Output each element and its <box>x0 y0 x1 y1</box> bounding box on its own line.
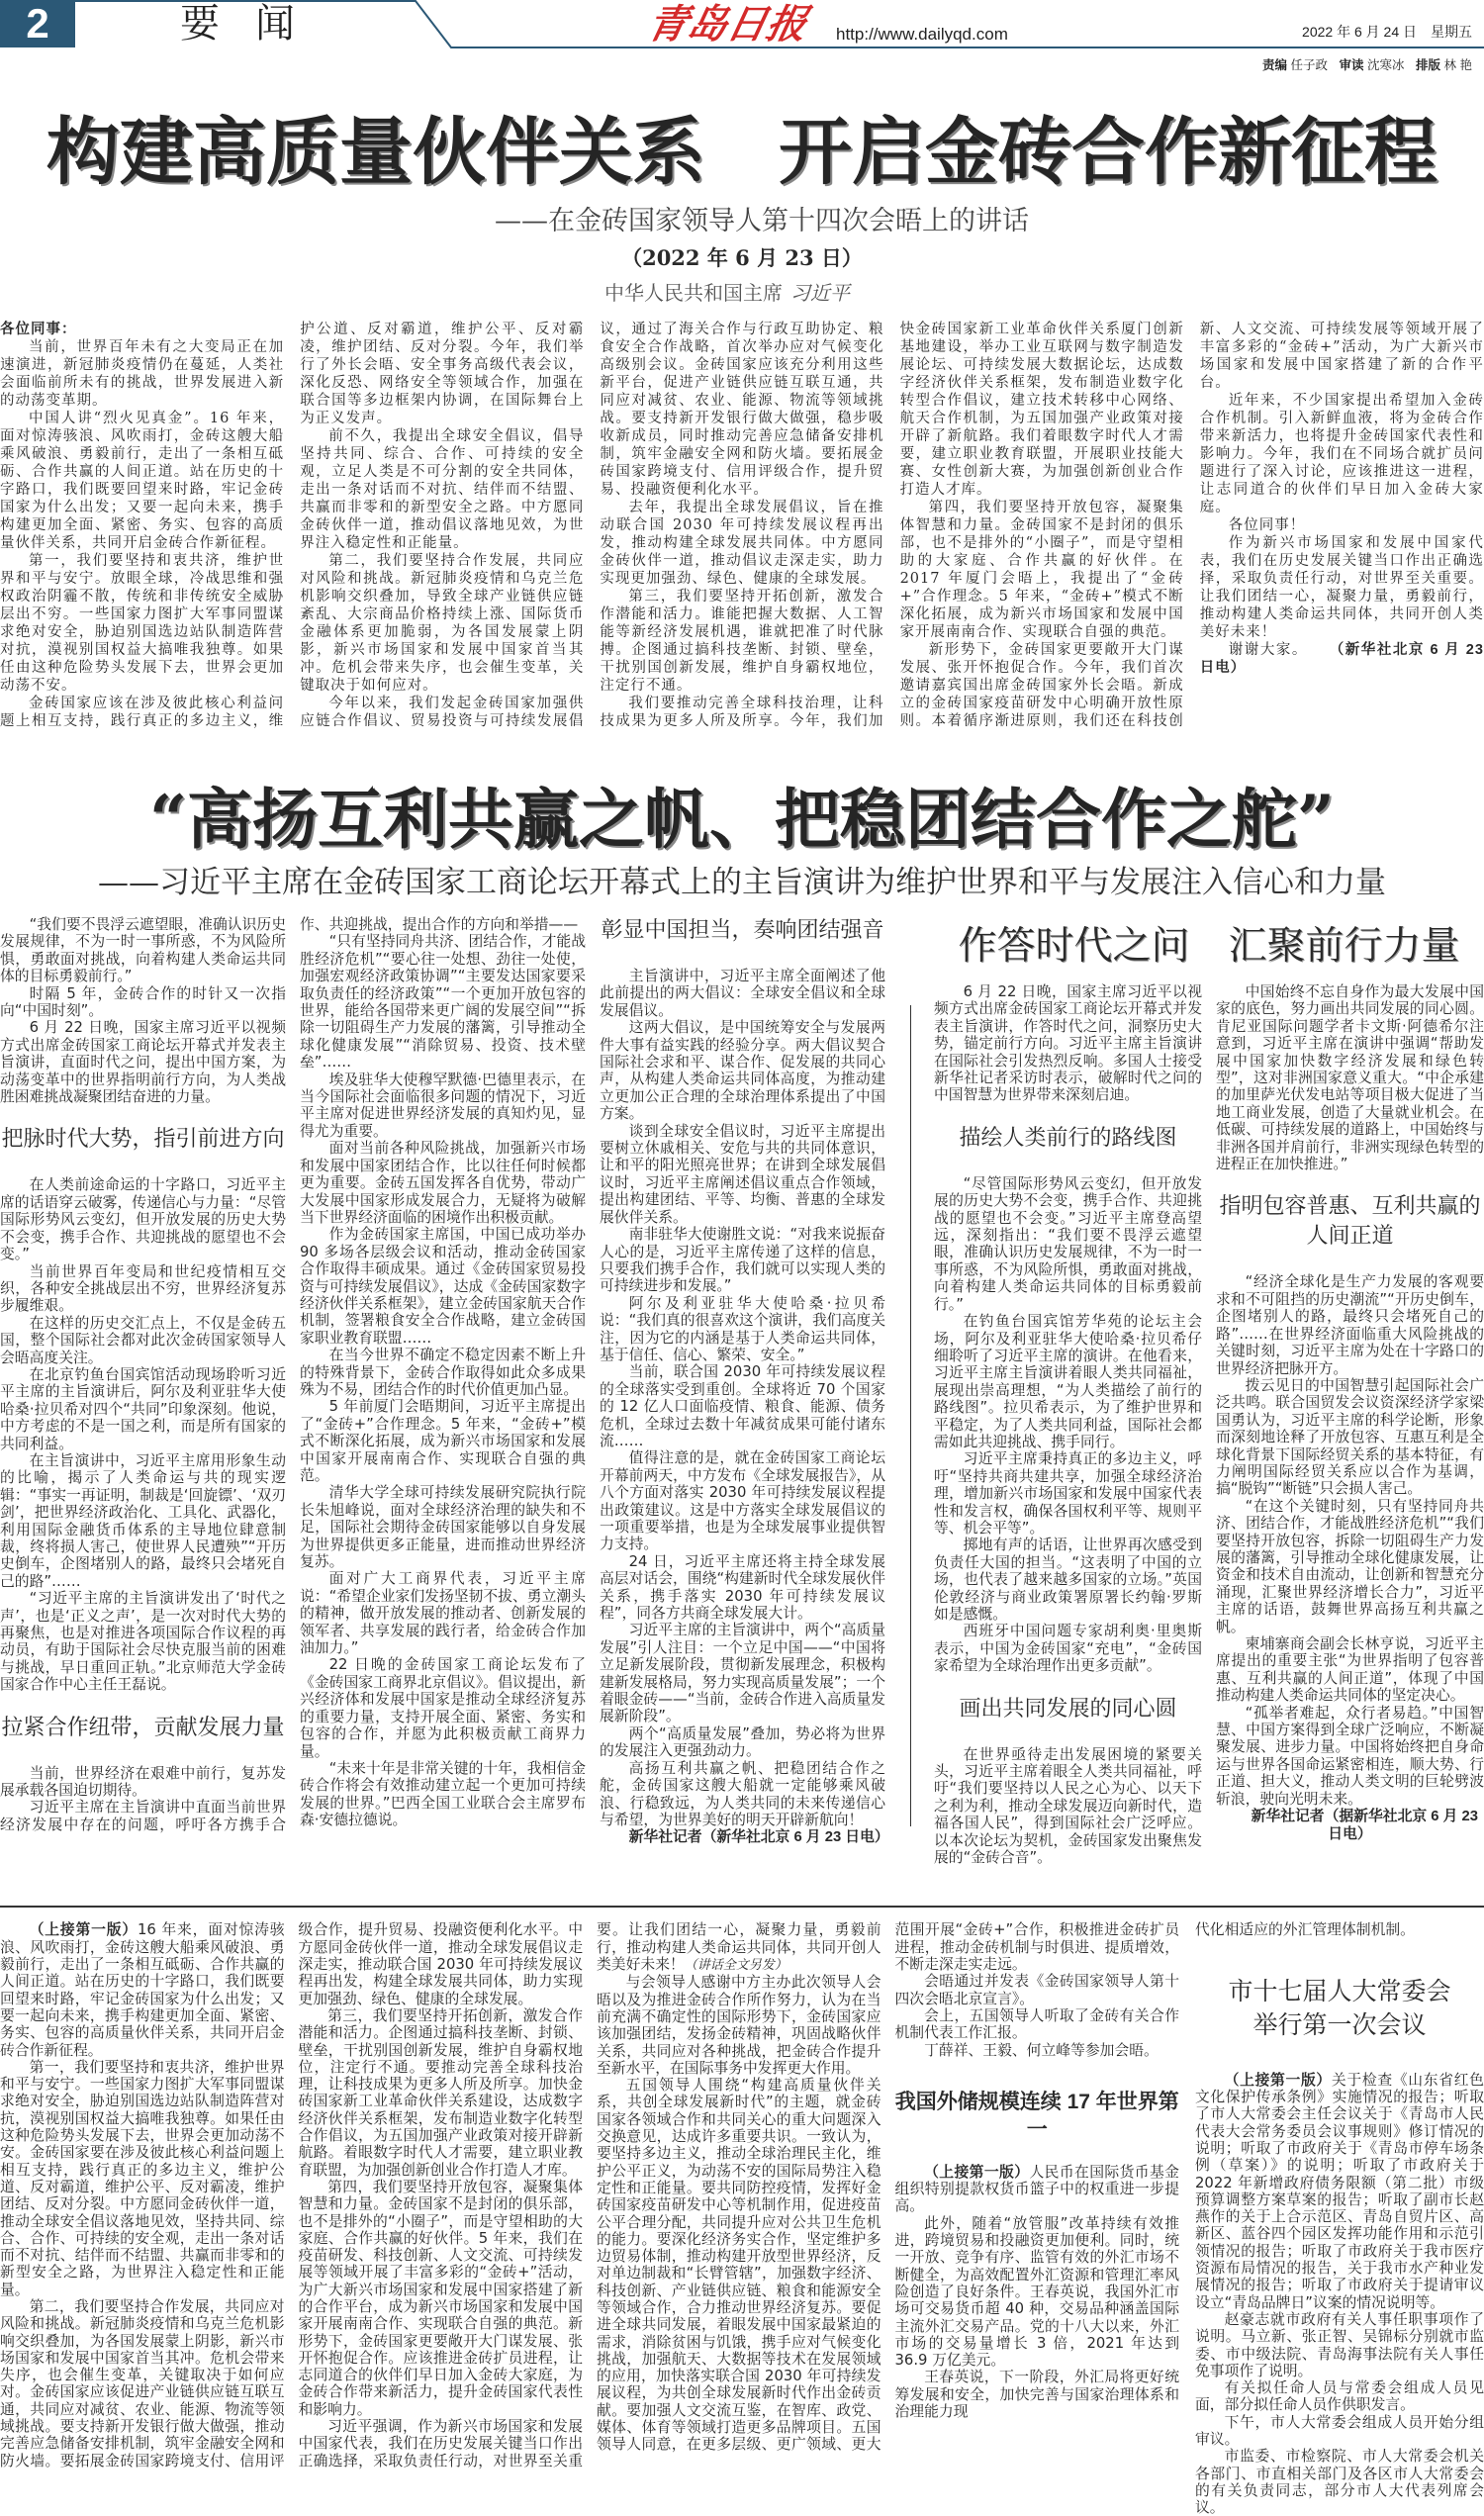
subheading: 市十七届人大常委会 举行第一次会议 <box>1228 1976 1451 2039</box>
paragraph: 掷地有声的话语，让世界再次感受到负责任大国的担当。“这表明了中国的立场，也代表了越来越多国家的立场。”英国伦敦经济与商业政策署原署长约翰·罗斯如是感慨。 <box>934 1537 1202 1623</box>
continued-marker: （上接第一版） <box>924 2163 1030 2181</box>
paragraph: 在钓鱼台国宾馆芳华苑的论坛主会场，阿尔及利亚驻华大使哈桑·拉贝希仔细聆听了习近平主席的演讲。在他看来，习近平主席主旨演讲着眼人类共同福祉，展现出崇高理想，“为人类描绘了前行的路线图”。拉贝希表示，为了维护世界和平稳定，为了人类共同利益，国际社会都需如此共迎挑战、携手同行。 <box>934 1313 1202 1450</box>
salutation-text: 各位同事： <box>0 322 77 337</box>
dateline-credit: （新华社北京 6 月 23 日电） <box>1199 642 1484 676</box>
section-name: 要闻 <box>180 1 330 47</box>
paragraph: 第一，我们要坚持和衷共济，维护世界和平与安宁。一些国家力图扩大军事同盟谋求绝对安全，胁迫别国选边站队制造阵营对抗，漠视别国权益大搞唯我独尊。如果任由这种危险势头发展下去，世界会更加动荡不安。金砖国家要在涉及彼此核心利益问题上相互支持，践行真正的多边主义，维护公道、反对霸道，维护公平、反对霸凌，维护团结、反对分裂。中方愿同金砖伙伴一道，推动全球安全倡议落地见效，坚持共同、综合、合作、可持续的安全观，走出一条对话而不对抗、结伴而不结盟、共赢而非零和的新型安全之路，为世界注入稳定性和正能量。 <box>0 2058 285 2298</box>
paragraph <box>600 1828 889 1846</box>
paragraph: 第一，我们要坚持和衷共济，维护世界和平与安宁。放眼全球，冷战思维和强权政治阴霾不散，传统和非传统安全威胁层出不穷。一些国家力图扩大军事同盟谋求绝对安全，胁迫别国选边站队制造阵营对抗，漠视别国权益大搞唯我独尊。如果任由这种危险势头发展下去，世界会更加动荡不安。 <box>0 553 285 694</box>
subheading: 指明包容普惠、互利共赢的人间正道 <box>1219 1194 1481 1250</box>
column-divider <box>910 1005 911 1826</box>
dateline-credit: 新华社记者（据新华社北京 6 月 23 日电） <box>1251 1809 1478 1843</box>
continued-marker: （上接第一版） <box>29 1921 138 1939</box>
paragraph: 去年，我提出全球发展倡议，旨在推动联合国 2030 年可持续发展议程再出发，推动构建全球发展共同体。中方愿同金砖伙伴一道，推动倡议走深走实，助力实现更加强劲、绿色、健康的全球发展。 <box>600 500 884 587</box>
dateline-credit: 新华社记者（新华社北京 6 月 23 日电） <box>628 1829 889 1846</box>
editor-role: 责编 <box>1262 58 1288 72</box>
paragraph: 作为金砖国家主席国，中国已成功举办 90 多场各层级会议和活动，推动金砖国家合作取得丰硕成果。通过《金砖国家贸易投资与可持续发展倡议》，达成《金砖国家数字经济伙伴关系框架》，建立金砖国家航天合作机制，签署粮食安全合作战略，建立金砖国家职业教育联盟…… <box>300 1226 586 1347</box>
paragraph: 阿尔及利亚驻华大使哈桑·拉贝希说：“我们真的很喜欢这个演讲，我们高度关注，因为它的内涵是基于人类命运共同体，基于信任、信心、繁荣、安全。” <box>600 1294 885 1363</box>
author-title: 中华人民共和国主席 <box>604 281 783 305</box>
paragraph: 第三，我们要坚持开拓创新，激发合作潜能和活力。谁能把握大数据、人工智能等新经济发展机遇，谁就把准了时代脉搏。企图通过搞科技垄断、封锁、壁垒，干扰别国创新发展，维护自身霸权地位，注定行不通。 <box>600 589 884 694</box>
masthead <box>0 0 1484 79</box>
paragraph: 金砖国家应该在涉及彼此核心利益问题上相互支持，践行真正的多边主义，维护公道、反对霸道，维护公平、反对霸凌，维护团结、反对分裂。今年，我们举行了外长会晤、安全事务高级代表会议，深化反恐、网络安全等领域合作，加强在联合国等多边框架内协调，在国际舞台上为正义发声。 <box>0 322 585 729</box>
paragraph: 第三，我们要坚持开拓创新，激发合作潜能和活力。企图通过搞科技垄断、封锁、壁垒，干扰别国创新发展，维护自身霸权地位，注定行不通。要推动完善全球科技治理，让科技成果为更多人所及所享。加快金砖国家新工业革命伙伴关系建设，达成数字经济伙伴关系框架，发布制造业数字化转型合作倡议，为五国加强产业政策对接开辟新航路。着眼数字时代人才需要，建立职业教育联盟，为加强创新创业合作打造人才库。 <box>298 2006 583 2179</box>
paragraph: 王春英说，下一阶段，外汇局将更好统筹发展和安全，加快完善与国家治理体系和治理能力现 <box>894 2369 1179 2420</box>
paragraph: 柬埔寨商会副会长林亨说，习近平主席提出的重要主张“为世界指明了包容普惠、互利共赢的人间正道”，体现了中国推动构建人类命运共同体的坚定决心。 <box>1216 1635 1484 1705</box>
paragraph: “孤举者难起，众行者易趋。”中国智慧、中国方案得到全球广泛响应，不断凝聚发展、进步力量。中国将始终把自身命运与世界各国命运紧密相连，顺大势、行正道、担大义，推动人类文明的巨轮劈波斩浪，驶向光明未来。 <box>1216 1704 1484 1808</box>
paragraph <box>1216 1808 1484 1844</box>
paragraph: “未来十年是非常关键的十年，我相信金砖合作将会有效推动建立起一个更加可持续发展的世界。”巴西全国工业联合会主席罗布森·安德拉德说。 <box>300 1759 586 1829</box>
paragraph: 五国领导人围绕“构建高质量伙伴关系，共创全球发展新时代”的主题，就金砖国家各领域合作和共同关心的重大问题深入交换意见，达成许多重要共识。一致认为，要坚持多边主义，推动全球治理民主化，维护公平正义，为动荡不安的国际局势注入稳定性和正能量。要共同防控疫情，发挥好金砖国家疫苗研发中心等机制作用，促进疫苗公平合理分配，共同提升应对公共卫生危机的能力。要深化经济务实合作，坚定维护多边贸易体制，推动构建开放型世界经济，反对单边制裁和“长臂管辖”，加强数字经济、科技创新、产业链供应链、粮食和能源安全等领域合作，合力推动世界经济复苏。要促进全球共同发展，着眼发展中国家最紧迫的需求，消除贫困与饥饿，携手应对气候变化挑战，加强航天、大数据等技术在发展领域的应用，加快落实联合国 2030 年可持续发展议程，为共创全球发展新时代作出金砖贡献。要加强人文交流互鉴，在智库、政党、媒体、体育等领域打造更多品牌项目。五国领导人同意，在更多层级、更广领域、更大范围开展“金砖+”合作，积极推进金砖扩员进程，推动金砖机制与时俱进、提质增效，不断走深走实走远。 <box>597 1921 1179 2454</box>
paragraph: 在人类前途命运的十字路口，习近平主席的话语穿云破雾，传递信心与力量：“尽管国际形势风云变幻，但开放发展的历史大势不会变，携手合作、共迎挑战的愿望也不会变。” <box>0 1176 286 1263</box>
paragraph: 6 月 22 日晚，国家主席习近平以视频方式出席金砖国家工商论坛开幕式并发表主旨演讲，作答时代之问，洞察历史大势，锚定前行方向。习近平主席主旨演讲在国际社会引发热烈反响。多国人士接受新华社记者采访时表示，破解时代之问的中国智慧为世界带来深刻启迪。 <box>934 983 1202 1104</box>
paragraph: 习近平主席的主旨演讲中，两个“高质量发展”引人注目：一个立足中国——“中国将立足新发展阶段，贯彻新发展理念，积极构建新发展格局，努力实现高质量发展”；一个着眼金砖——“当前，金砖合作进入高质量发展新阶段”。 <box>600 1622 885 1725</box>
second-headline: “高扬互利共赢之帆、把稳团结合作之舵” <box>149 781 1335 858</box>
paragraph: 第二，我们要坚持合作发展，共同应对风险和挑战。新冠肺炎疫情和乌克兰危机影响交织叠加，导致全球产业链供应链紊乱、大宗商品价格持续上涨、国际货币金融体系更加脆弱，为各国发展蒙上阴影，新兴市场国家和发展中国家首当其冲。危机会带来失序，也会催生变革，关键取决于如何应对。 <box>300 553 585 694</box>
paragraph: 高扬互利共赢之帆、把稳团结合作之舵，金砖国家这艘大船就一定能够乘风破浪、行稳致远，为人类共同的未来传递信心与希望，为世界美好的明天开辟新航向！ <box>600 1759 885 1828</box>
paragraph: 主旨演讲中，习近平主席全面阐述了他此前提出的两大倡议：全球安全倡议和全球发展倡议。 <box>600 968 885 1019</box>
paragraph <box>0 321 284 338</box>
text-text: 谢谢大家。 <box>1228 642 1308 658</box>
paragraph: 南非驻华大使谢胜文说：“对我来说振奋人心的是，习近平主席传递了这样的信息，只要我们携手合作，我们就可以实现人类的可持续进步和发展。” <box>600 1226 885 1295</box>
text-text: 人民币在国际货币基金组织特别提款权货币篮子中的权重进一步提高。 <box>894 2163 1179 2215</box>
newspaper-logo: 青岛日报 <box>643 1 812 47</box>
paragraph: 在主旨演讲中，习近平主席用形象生动的比喻，揭示了人类命运与共的现实逻辑：“事实一再证明，制裁是‘回旋镖’、‘双刃剑’，把世界经济政治化、工具化、武器化，利用国际金融货币体系的主导地位肆意制裁，终将损人害己，使世界人民遭殃”“开历史倒车，企图堵别人的路，最终只会堵死自己的路”…… <box>0 1451 286 1590</box>
lead-subtitle: ——在金砖国家领导人第十四次会晤上的讲话 <box>495 206 1029 236</box>
paragraph: 有关拟任命人员与常委会组成人员见面，部分拟任命人员作供职发言。 <box>1195 2379 1484 2414</box>
second-and-third-stories <box>0 916 1484 1866</box>
second-body <box>0 916 889 1866</box>
paragraph: 拨云见日的中国智慧引起国际社会广泛共鸣。联合国贸发会议资深经济学家梁国勇认为，习近平主席的科学论断，形象而深刻地诠释了开放包容、互惠互利是全球化背景下国际经贸关系的基本特征，有力阐明国际经贸关系应以合作为基调，搞“脱钩”“断链”只会损人害己。 <box>1216 1376 1484 1498</box>
author-name: 习近平 <box>790 281 850 305</box>
paragraph: 24 日，习近平主席还将主持全球发展高层对话会，围绕“构建新时代全球发展伙伴关系，携手落实 2030 年可持续发展议程”，同各方共商全球发展大计。 <box>600 1552 885 1623</box>
paragraph: 当前世界百年变局和世纪疫情相互交织，各种安全挑战层出不穷，世界经济复苏步履维艰。 <box>0 1262 286 1315</box>
paragraph: 两个“高质量发展”叠加，势必将为世界的发展注入更强劲动力。 <box>600 1724 885 1760</box>
paragraph: 面对当前各种风险挑战，加强新兴市场和发展中国家团结合作，比以往任何时候都更为重要。金砖五国发挥各自优势，带动广大发展中国家形成发展合力，无疑将为破解当下世界经济面临的困境作出积极贡献。 <box>300 1140 586 1226</box>
paragraph: 作为新兴市场国家和发展中国家代表，我们在历史发展关键当口作出正确选择，采取负责任行动，对世界至关重要。让我们团结一心，凝聚力量，勇毅前行，推动构建人类命运共同体，共同开创人类美好未来！ <box>1199 535 1484 640</box>
paragraph: 当前，世界经济在艰难中前行，复苏发展承载各国迫切期待。 <box>0 1764 286 1800</box>
paragraph: 这两大倡议，是中国统筹安全与发展两件大事有益实践的经验分享。两大倡议契合国际社会求和平、谋合作、促发展的共同心声，从构建人类命运共同体高度，为推动建立更加公正合理的全球治理体系提出了中国方案。 <box>600 1019 885 1123</box>
text-text: 习近平强调，作为新兴市场国家和发展中国家代表，我们在历史发展关键当口作出正确选择，采取负责任行动，对世界至关重要。让我们团结一心，凝聚力量，勇毅前行，推动构建人类命运共同体，共同开创人类美好未来！ <box>298 1921 881 2469</box>
paragraph: 各位同事！ <box>1228 517 1306 533</box>
paragraph <box>1200 641 1484 677</box>
section-divider <box>0 1906 1484 1908</box>
paragraph: 谈到全球安全倡议时，习近平主席提出要树立休戚相关、安危与共的共同体意识，让和平的阳光照亮世界；在讲到全球发展倡议时，习近平主席阐述倡议重点合作领域，提出构建团结、平等、均衡、普惠的全球发展伙伴关系。 <box>600 1122 885 1226</box>
paragraph: 下午，市人大常委会组成人员开始分组审议。 <box>1195 2413 1484 2448</box>
paragraph: 西班牙中国问题专家胡利奥·里奥斯表示，中国为金砖国家“充电”，“金砖国家希望为全球治理作出更多贡献”。 <box>934 1623 1202 1675</box>
continued-body <box>0 1921 1179 2516</box>
paragraph: 会晤通过并发表《金砖国家领导人第十四次会晤北京宣言》。 <box>894 1973 1179 2007</box>
subheading: 彰显中国担当，奏响团结强音 <box>601 918 884 943</box>
paragraph: 前不久，我提出全球安全倡议，倡导坚持共同、综合、合作、可持续的安全观，立足人类是不可分割的安全共同体，走出一条对话而不对抗、结伴而不结盟、共赢而非零和的新型安全之路。中方愿同金砖伙伴一道，推动倡议落地见效，为世界注入稳定性和正能量。 <box>300 428 585 551</box>
editor-role: 审读 <box>1339 58 1364 72</box>
lead-headline: 构建高质量伙伴关系 开启金砖合作新征程 <box>46 110 1438 195</box>
paragraph: 清华大学全球可持续发展研究院执行院长朱旭峰说，面对全球经济治理的缺失和不足，国际社会期待金砖国家能够以自身发展为世界提供更多正能量，进而推动世界经济复苏。 <box>300 1484 586 1571</box>
right-column-body <box>1195 1921 1484 2516</box>
third-body <box>934 983 1484 1866</box>
paragraph: 近年来，不少国家提出希望加入金砖合作机制。引入新鲜血液，将为金砖合作带来新活力，也将提升金砖国家代表性和影响力。今年，我们在不同场合就扩员问题进行了深入讨论，应该推进这一进程，让志同道合的伙伴们早日加入金砖大家庭。 <box>1199 393 1484 515</box>
paragraph: 丁薛祥、王毅、何立峰等参加会晤。 <box>924 2041 1159 2059</box>
bottom-stories <box>0 1921 1484 2516</box>
editor-name: 林 艳 <box>1443 58 1472 72</box>
paragraph: 埃及驻华大使穆罕默德·巴德里表示，在当今国际社会面临很多问题的情况下，习近平主席对促进世界经济发展的真知灼见，显得尤为重要。 <box>300 1071 586 1140</box>
editors-line <box>1254 55 1472 73</box>
page-number: 2 <box>0 0 75 47</box>
paragraph: “经济全球化是生产力发展的客观要求和不可阻挡的历史潮流”“开历史倒车，企图堵别人的路，最终只会堵死自己的路”……在世界经济面临重大风险挑战的关键时刻，习近平主席为处在十字路口的世界经济把脉开方。 <box>1216 1273 1484 1377</box>
subheading: 描绘人类前行的路线图 <box>959 1125 1177 1151</box>
paragraph: 面对广大工商界代表，习近平主席说：“希望企业家们发扬坚韧不拔、勇立潮头的精神，做开放发展的推动者、创新发展的领军者、共享发展的践行者，给金砖合作加油加力。” <box>300 1570 586 1657</box>
editor-name: 任子政 <box>1290 58 1329 72</box>
cont-text: 代化相适应的外汇管理体制机制。 <box>1195 1921 1415 1939</box>
paragraph: “只有坚持同舟共济、团结合作，才能战胜经济危机”“要心往一处想、劲往一处使，加强宏观经济政策协调”“主要发达国家要采取负责任的经济政策”“一个更加开放包容的世界，能给各国带来更广阔的发展空间”“拆除一切阻碍生产力发展的藩篱，引导推动全球化健康发展”“消除贸易、投资、技术壁垒”…… <box>300 933 586 1072</box>
subheading: 画出共同发展的同心圆 <box>959 1696 1177 1722</box>
third-story <box>934 916 1484 1866</box>
website-link[interactable]: http://www.dailyqd.com <box>836 25 1008 44</box>
paragraph: 新形势下，金砖国家更要敞开大门谋发展、张开怀抱促合作。今年，我们首次邀请嘉宾国出席金砖国家外长会晤。新成立的金砖国家疫苗研发中心明确开放性原则。本着循序渐进原则，我们还在科技创新、人文交流、可持续发展等领域开展了丰富多彩的“金砖+”活动，为广大新兴市场国家和发展中国家搭建了新的合作平台。 <box>899 322 1484 729</box>
paragraph: 在北京钓鱼台国宾馆活动现场聆听习近平主席的主旨演讲后，阿尔及利亚驻华大使哈桑·拉贝希对四个“共同”印象深刻。他说，中方考虑的不是一国之利，而是所有国家的共同利益。 <box>0 1365 286 1452</box>
paragraph <box>0 1921 285 2058</box>
paragraph: 中国人讲“烈火见真金”。16 年来，面对惊涛骇浪、风吹雨打，金砖这艘大船乘风破浪、勇毅前行，走出了一条相互砥砺、合作共赢的人间正道。站在历史的十字路口，我们既要回望来时路，牢记金砖国家为什么出发；又要一起向未来，携手构建更加全面、紧密、务实、包容的高质量伙伴关系，共同开启金砖合作新征程。 <box>0 411 285 551</box>
paragraph: 第四，我们要坚持开放包容，凝聚集体智慧和力量。金砖国家不是封闭的俱乐部，也不是排外的“小圈子”，而是守望相助的大家庭、合作共赢的好伙伴。5 年来，我们在疫苗研发、科技创新、人文交流、可持续发展等领域开展了丰富多彩的“金砖+”活动，为广大新兴市场国家和发展中国家搭建了新的合作平台，成为新兴市场国家和发展中国家开展南南合作、实现联合自强的典范。新形势下，金砖国家更要敞开大门谋发展、张开怀抱促合作。应该推进金砖扩员进程，让志同道合的伙伴们早日加入金砖大家庭，为金砖合作带来新活力，提升金砖国家代表性和影响力。 <box>298 2178 583 2418</box>
continued-marker: （上接第一版） <box>1224 2071 1332 2089</box>
editor-name: 沈寒冰 <box>1367 58 1405 72</box>
paragraph: 在当今世界不确定不稳定因素不断上升的特殊背景下，金砖合作取得如此众多成果殊为不易，团结合作的时代价值更加凸显。 <box>300 1347 586 1398</box>
paragraph: 此外，随着“放管服”改革持续有效推进，跨境贸易和投融资更加便利。同时，统一开放、竞争有序、监管有效的外汇市场不断健全，为高效配置外汇资源和管理汇率风险创造了良好条件。王春英说，我国外汇市场可交易货币超 40 种，交易品种涵盖国际主流外汇交易产品。党的十八大以来，外汇市场的交易量增长 3 倍，2021 年达到 36.9 万亿美元。 <box>894 2214 1179 2370</box>
lead-byline <box>0 279 1454 307</box>
paragraph: 22 日晚的金砖国家工商论坛发布了《金砖国家工商界北京倡议》。倡议提出，新兴经济体和发展中国家是推动全球经济复苏的重要力量，支持开展全面、紧密、务实和包容的合作，并愿为此积极贡献工商界力量。 <box>300 1656 586 1760</box>
paragraph <box>1195 1921 1484 1938</box>
text-text: 16 年来，面对惊涛骇浪、风吹雨打，金砖这艘大船乘风破浪、勇毅前行，走出了一条相互砥砺、合作共赢的人间正道。站在历史的十字路口，我们既要回望来时路，牢记金砖国家为什么出发；又要一起向未来，携手构建更加全面、紧密、务实、包容的高质量伙伴关系，共同开启金砖合作新征程。 <box>0 1921 285 2059</box>
paragraph: 当前，世界百年未有之大变局正在加速演进，新冠肺炎疫情仍在蔓延，人类社会面临前所未有的挑战，世界发展进入新的动荡变革期。 <box>0 339 285 409</box>
paragraph: 市监委、市检察院、市人大常委会机关各部门、市直相关部门及各区市人大常委会的有关负责同志，部分市人大代表列席会议。 <box>1195 2448 1484 2516</box>
subheading: 把脉时代大势，指引前进方向 <box>1 1127 285 1153</box>
paragraph: 5 年前厦门会晤期间，习近平主席提出了“金砖+”合作理念。5 年来，“金砖+”模式不断深化拓展，成为新兴市场国家和发展中国家开展南南合作、实现联合自强的典范。 <box>300 1398 586 1484</box>
editor-role: 排版 <box>1416 58 1441 72</box>
paragraph <box>895 2164 1180 2215</box>
paragraph: 习近平主席秉持真正的多边主义，呼吁“坚持共商共建共享，加强全球经济治理，增加新兴市场国家和发展中国家代表性和发言权，确保各国权利平等、规则平等、机会平等”。 <box>934 1450 1202 1537</box>
paragraph: “习近平主席的主旨演讲发出了‘时代之声’，也是‘正义之声’，是一次对时代大势的再聚焦，也是对推进各项国际合作议程的再动员，有助于国际社会尽快克服当前的困难与挑战，早日重回正轨。”北京师范大学金砖国家合作中心主任王磊说。 <box>0 1590 286 1694</box>
paragraph: 时隔 5 年，金砖合作的时针又一次指向“中国时刻”。 <box>0 984 286 1020</box>
paragraph: 值得注意的是，就在金砖国家工商论坛开幕前两天，中方发布《全球发展报告》，从八个方面对落实 2030 年可持续发展议程提出政策建议。这是中方落实全球发展倡议的一项重要举措，也是为全球发展事业提供智力支持。 <box>600 1449 885 1553</box>
paragraph: 赵豪志就市政府有关人事任职事项作了说明。马立新、张正智、吴锦标分别就市监委、市中级法院、青岛海事法院有关人事任免事项作了说明。 <box>1195 2310 1484 2379</box>
paragraph: 与会领导人感谢中方主办此次领导人会晤以及为推进金砖合作所作努力，认为在当前充满不确定性的国际形势下，金砖国家应该加强团结，发扬金砖精神，巩固战略伙伴关系，共同应对各种挑战，把金砖合作提升至新水平，在国际事务中发挥更大作用。 <box>597 1974 881 2077</box>
lead-date: （2022 年 6 月 23 日） <box>621 245 863 270</box>
paragraph: 今年以来，我们发起金砖国家加强供应链合作倡议、贸易投资与可持续发展倡议，通过了海关合作与行政互助协定、粮食安全合作战略，首次举办应对气候变化高级别会议。金砖国家应该充分利用这些新平台，促进产业链供应链互联互通，共同应对减贫、农业、能源、物流等领域挑战。要支持新开发银行做大做强，稳步吸收新成员，同时推动完善应急储备安排机制，筑牢金融安全网和防火墙。要拓展金砖国家跨境支付、信用评级合作，提升贸易、投融资便利化水平。 <box>300 322 884 729</box>
paragraph: “尽管国际形势风云变幻，但开放发展的历史大势不会变，携手合作、共迎挑战的愿望也不会变。”习近平主席登高望远，深刻指出：“我们要不畏浮云遮望眼，准确认识历史发展规律，不为一时一事所惑，不为风险所惧，勇敢面对挑战，向着构建人类命运共同体的目标勇毅前行。” <box>934 1174 1202 1313</box>
subheading: 我国外储规模连续 17 年世界第一 <box>894 2090 1179 2141</box>
paragraph: 在世界亟待走出发展困境的紧要关头，习近平主席着眼全人类共同福祉，呼吁“我们要坚持以人民之心为心、以天下之利为利，推动全球发展迈向新时代，造福各国人民”，得到国际社会广泛呼应。以本次论坛为契机，金砖国家发出聚焦发展的“金砖合音”。 <box>934 1745 1202 1867</box>
second-subtitle: ——习近平主席在金砖国家工商论坛开幕式上的主旨演讲为维护世界和平与发展注入信心和力量 <box>98 865 1386 900</box>
paragraph <box>1195 2072 1484 2311</box>
paragraph: 习近平主席在主旨演讲中直面当前世界经济发展中存在的问题，呼吁各方携手合作、共迎挑战，提出合作的方向和举措—— <box>0 916 579 1833</box>
paragraph: 第四，我们要坚持开放包容，凝聚集体智慧和力量。金砖国家不是封闭的俱乐部，也不是排外的“小圈子”，而是守望相助的大家庭、合作共赢的好伙伴。在 2017 年厦门会晤上，我提出了“金砖+”合作理念。5 年来，“金砖+”模式不断深化拓展，成为新兴市场国家和发展中国家开展南南合作、实现联合自强的典范。 <box>899 500 1184 640</box>
paragraph: 在这样的历史交汇点上，不仅是金砖五国，整个国际社会都对此次金砖国家领导人会晤高度关注。 <box>0 1314 286 1366</box>
paragraph: 第二，我们要坚持合作发展，共同应对风险和挑战。新冠肺炎疫情和乌克兰危机影响交织叠加，为各国发展蒙上阴影，新兴市场国家和发展中国家首当其冲。危机会带来失序，也会催生变革，关键取决于如何应对。金砖国家应该促进产业链供应链互联互通，共同应对减贫、农业、能源、物流等领域挑战。要支持新开发银行做大做强，推动完善应急储备安排机制，筑牢金融安全网和防火墙。要拓展金砖国家跨境支付、信用评级合作，提升贸易、投融资便利化水平。中方愿同金砖伙伴一道，推动全球发展倡议走深走实，推动联合国 2030 年可持续发展议程再出发，构建全球发展共同体，助力实现更加强劲、绿色、健康的全球发展。 <box>0 1921 583 2469</box>
third-headline: 作答时代之问 汇聚前行力量 <box>958 924 1460 969</box>
paragraph: “我们要不畏浮云遮望眼，准确认识历史发展规律，不为一时一事所惑，不为风险所惧，勇敢面对挑战，向着构建人类命运共同体的目标勇毅前行。” <box>0 916 286 985</box>
paragraph: 6 月 22 日晚，国家主席习近平以视频方式出席金砖国家工商论坛开幕式并发表主旨演讲，直面时代之问，提出中国方案，为动荡变革中的世界指明前行方向，为人类战胜困难挑战凝聚团结奋进的力量。 <box>0 1019 286 1106</box>
text-text: 关于检查《山东省红色文化保护传承条例》实施情况的报告；听取了市人大常委会主任会议关于《青岛市人民代表大会常务委员会议事规则》修订情况的说明；听取了市政府关于《青岛市停车场条例（草案）》的说明；听取了市政府关于 2022 年新增政府债务限额（第二批）市级预算调整方案草案的报告；听取了副市长赵燕作的关于上合示范区、青岛自贸片区、高新区、蓝谷四个园区发挥功能作用和示范引领情况的报告；听取了市政府关于我市医疗资源布局情况的报告，关于我市水产种业发展情况的报告；听取了市政府关于提请审议设立“青岛品牌日”议案的情况说明等。 <box>1195 2071 1484 2311</box>
paragraph: 我们要推动完善全球科技治理，让科技成果为更多人所及所享。今年，我们加快金砖国家新工业革命伙伴关系厦门创新基地建设，举办工业互联网与数字制造发展论坛、可持续发展大数据论坛，达成数字经济伙伴关系框架，发布制造业数字化转型合作倡议，建立技术转移中心网络、航天合作机制，为五国加强产业政策对接开辟了新航路。我们着眼数字时代人才需要，建立职业教育联盟，开展职业技能大赛、女性创新大赛，为加强创新创业合作打造人才库。 <box>600 322 1184 729</box>
issue-date: 2022 年 6 月 24 日 星期五 <box>1302 24 1472 40</box>
lead-body <box>0 321 1484 730</box>
paragraph: 当前，联合国 2030 年可持续发展议程的全球落实受到重创。全球将近 70 个国家的 12 亿人口面临疫情、粮食、能源、债务危机，全球过去数十年减贫成果可能付诸东流…… <box>600 1363 885 1449</box>
subheading: 拉紧合作纽带，贡献发展力量 <box>1 1715 285 1740</box>
paragraph: “在这个关键时刻，只有坚持同舟共济、团结合作，才能战胜经济危机”“我们要坚持开放包容，拆除一切阻碍生产力发展的藩篱，引导推动全球化健康发展，让资金和技术自由流动，让创新和智慧充分涌现，汇聚世界经济增长合力”，习近平主席的话语，鼓舞世界高扬互利共赢之帆。 <box>1216 1497 1484 1635</box>
note-text: （讲话全文另发） <box>684 1958 788 1974</box>
paragraph: 会上，五国领导人听取了金砖有关合作机制代表工作汇报。 <box>894 2006 1179 2042</box>
paragraph: 中国始终不忘自身作为最大发展中国家的底色，努力画出共同发展的同心圆。肯尼亚国际问题学者卡文斯·阿德希尔注意到，习近平主席在演讲中强调“帮助发展中国家加快数字经济发展和绿色转型”，这对非洲国家意义重大。“中企承建的加里萨光伏发电站等项目极大促进了当地工商业发展，创造了大量就业机会。在低碳、可持续发展的道路上，中国始终与非洲各国并肩前行，非洲实现绿色转型的进程正在加快推进。” <box>1216 983 1484 1173</box>
